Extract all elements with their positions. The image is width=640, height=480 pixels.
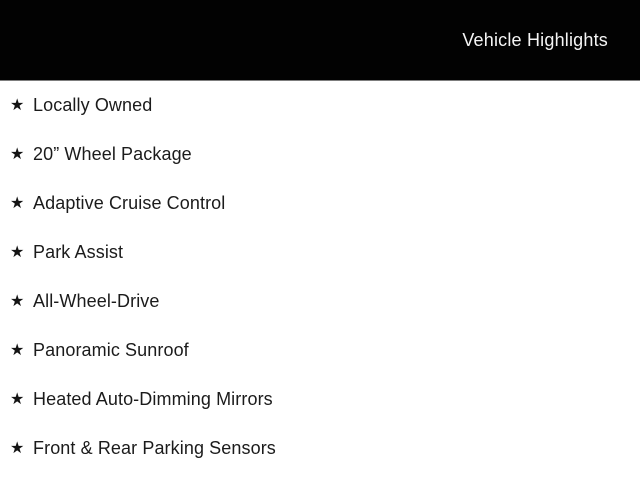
highlight-label: Locally Owned xyxy=(33,95,153,115)
highlight-label: All-Wheel-Drive xyxy=(33,291,160,311)
star-icon: ★ xyxy=(10,439,25,457)
header-bar xyxy=(0,0,640,81)
star-icon: ★ xyxy=(10,243,25,261)
star-icon: ★ xyxy=(10,96,25,114)
list-item xyxy=(0,375,640,424)
highlight-label: Heated Auto-Dimming Mirrors xyxy=(33,389,273,409)
star-icon: ★ xyxy=(10,145,25,163)
list-item xyxy=(0,130,640,179)
page-title: Vehicle Highlights xyxy=(462,29,608,50)
star-icon: ★ xyxy=(10,194,25,212)
star-icon: ★ xyxy=(10,341,25,359)
highlight-label: Panoramic Sunroof xyxy=(33,340,189,360)
list-item xyxy=(0,228,640,277)
list-item xyxy=(0,424,640,473)
highlight-label: Park Assist xyxy=(33,242,124,262)
star-icon: ★ xyxy=(10,390,25,408)
list-item xyxy=(0,179,640,228)
highlight-label: 20” Wheel Package xyxy=(33,144,192,164)
list-item xyxy=(0,81,640,130)
star-icon: ★ xyxy=(10,292,25,310)
highlight-label: Front & Rear Parking Sensors xyxy=(33,438,276,458)
highlight-label: Adaptive Cruise Control xyxy=(33,193,226,213)
list-item xyxy=(0,277,640,326)
list-item xyxy=(0,326,640,375)
highlights-list xyxy=(0,81,640,473)
